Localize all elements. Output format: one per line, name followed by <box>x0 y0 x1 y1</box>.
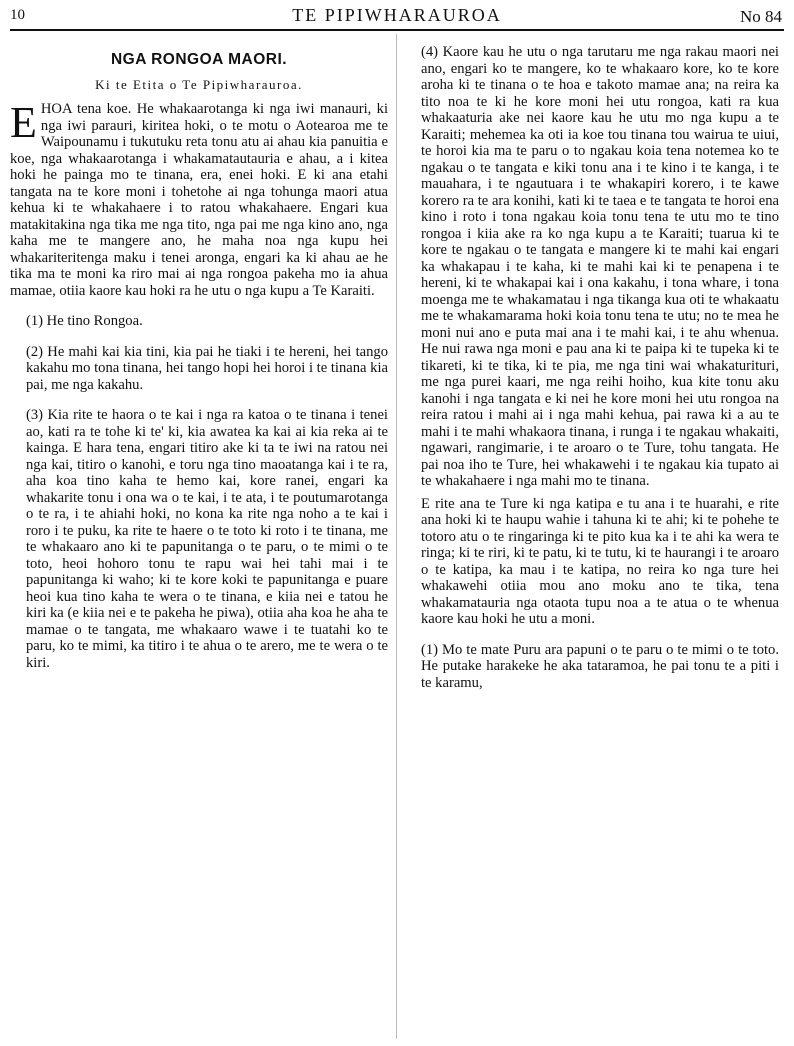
intro-paragraph <box>10 98 388 299</box>
article-byline: Ki te Etita o Te Pipiwharauroa. <box>95 76 303 92</box>
drop-cap: E <box>10 98 37 147</box>
page-header <box>10 3 784 31</box>
publication-title: TE PIPIWHARAUROA <box>292 5 502 25</box>
issue-number: No 84 <box>739 7 782 26</box>
remedy-item-4: (4) Kaore kau he utu o nga tarutaru me nga rakau maori nei ano, engari ko te mangere, ko te whakaaro kore, ko te kore aroha ki te tinana o te hoa e takoto mamae ana; na reira ka tito noa te ki he kore moni hei utu rongoa, kati ra kua whakaaturia ake nei kaore kau he utu mo nga kupu a te Karaiti; mehemea ka oti ia koe tou tinana tou wairua te uiui, te horoi kia ma te paru o to ngakau koia tena notemea ko te ngakau o te tangata e kiki tonu ana i te kino i te kanga, i te mauahara, i te ngautuara i te whakapiri korero, i te kawe korero ra te ara konihi, kati ki te taea e te tangata te horoi ena kino i roto i tona ngakau koia tonu tena te utu mo te tino rongoa i kiia ake ra ko nga kupu a te Karaiti; tuarua ki te kore te ngakau o te tangata e mangere ki te mahi kai engari ka whakapau i te kaha, ki te mahi kai ki te penapena i te hereni, ki te whakapai kai i ona kakahu, i tona whare, i tona moenga me te whakamatau i nga tikanga kua oti te whakaatu me te whakamarama hoki koia tonu tena te utu; no te mea he moni nui ano e puta mai ana i te mahi kai, i te ahu whenua. He nui rawa nga moni e pau ana ki te paipa ki te tupeka ki te tikareti, ki te tika, ki te pia, me nga tini wai whakaturituri, me nga purei kaari, me nga reihi hoiho, kua kite tonu aku kanohi i nga tangata e ki nei he kore moni hei utu rongoa na reira ratou i mahi ai i nga mahi kehua, pai rawa ki a au te mahi i te mahi whakaora tinana, i runga i te ngakau whakaiti, ngawari, rangimarie, i te aroaro o te Ture, tohu tangata. He pai noa iho te Ture, hei whakawehi i te ngakau kia tupato ai te whakahaere i nga mahi mo te tinana. <box>421 44 779 489</box>
remedy-item-3: (3) Kia rite te haora o te kai i nga ra katoa o te tinana i tenei ao, kati ra te tohe ki te' ki, kia awatea ka kai ai kia reka ai te kainga. E hara tena, engari titiro ake ki ta te iwi na ratou nei nga kai, titiro o kanohi, e toru nga tino maoatanga kai i te ra, aha koa tino kaha te hemo kai, kore ranei, engari ka whakarite tonu i ona wa o te kai, i te ata, i te poutumarotanga o te ra, i te ahiahi hoki, no kona ka rite nga noho a te kai i roro i te puku, ka rite te haere o te toto ki roto i te tinana, me te whakaaro ano ki te papunitanga o te paru, o te mimi o te toto, heoi hohoro tonu te rapu wai hei tahi mai i te papunitanga ki waho; ki te kore koki te papunitanga e puare heoi kua tino kaha te wera o te tinana, e kiia nei e tatou he kiri ka (e kiia nei e te pakeha he piwa), otiia aha koa he aha te mamae o te tangata, me whakaaro wawe i te tuatahi ko te paru, ko te mimi, ka titiro i te ahua o te arero, me te wera o te kiri. <box>26 407 388 671</box>
right-column <box>405 44 779 691</box>
intro-text: HOA tena koe. He whakaarotanga ki nga iwi manauri, ki nga iwi parauri, kiritea hoki, o te motu o Aotearoa me te Waipounamu i tukutuku reta tonu atu ai ahau kia panuitia e koe, nga whakaarotanga i whakamatautauria e ahau, a i kitea hoki he painga mo te tinana, era, enei hoki. E ki ana etahi tangata na te kore moni i tohetohe ai nga tohunga maori atua kehua ki te whakahaere i to ratou whakahaere. Engari kua matakitakina nga tika me nga tito, nga pai me nga kino ano, nga kaha me te mangere ano, he maha noa nga kupu hei whakariteritenga maku i tenei aronga, engari ka ki ahau ae he tika ma te moni ka riro mai ai nga rongoa pakeha mo ia ahua mamae, otiia kaore kau hoki ra he utu o nga kupu a Te Karaiti. <box>10 101 388 299</box>
left-column <box>10 44 388 671</box>
article-title: NGA RONGOA MAORI. <box>110 51 288 68</box>
column-divider <box>396 34 397 1039</box>
remedy-item-1: (1) He tino Rongoa. <box>26 313 143 329</box>
ture-paragraph: E rite ana te Ture ki nga katipa e tu ana i te huarahi, e rite ana hoki ki te haupu wahie i tahuna ki te ahi; ki te pohehe te totoro atu o te ringaringa ki te pito kua ka i te ahi ka wera te ringa; ki te riri, ki te patu, ki te tutu, ki te haurangi i te aroaro o te katipa, ka mau i te katipa, no reira ko nga ture hei whakawehi otiia mou ano moku ano te tika, tena whakamatauria nga otaota tupu noa a te atua o te whenua kaore kau hoki he utu a moni. <box>421 495 779 627</box>
puru-remedy-item: (1) Mo te mate Puru ara papuni o te paru o te mimi o te toto. He putake harakeke he aka tataramoa, he pai tonu te a piti i te karamu, <box>421 641 779 691</box>
page-number: 10 <box>10 7 25 23</box>
remedy-item-2: (2) He mahi kai kia tini, kia pai he tiaki i te hereni, hei tango kakahu mo tona tinana, hei tango hopi hei horoi i te tinana kia pai, me nga kakahu. <box>26 343 388 393</box>
